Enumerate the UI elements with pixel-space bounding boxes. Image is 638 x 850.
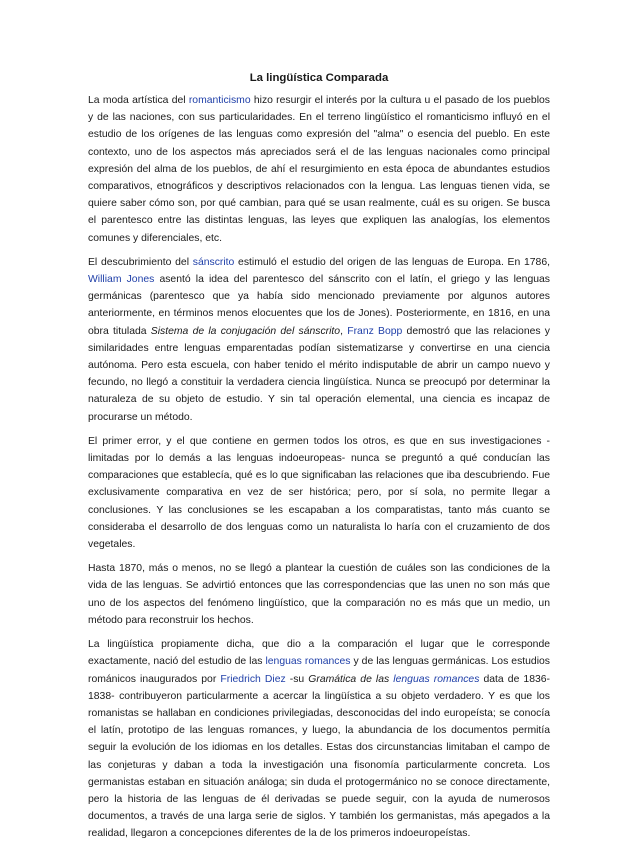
paragraph-5 [88,636,550,842]
text-run: La lingüística propiamente dicha, que dio a la comparación el lugar que le corresponde exactamente, nació del estudio de las [88,639,550,668]
link-lenguas-romances[interactable]: lenguas romances [265,656,351,668]
text-run: asentó la idea del parentesco del sánscrito con el latín, el griego y las lenguas germánicas (parentesco que ya había sido mencionado previamente por algunos autores anteriormente, en términos menos elocuentes que los de Jones). Posteriormente, en 1816, en una obra titulada [88,274,550,337]
link-romanticismo[interactable]: romanticismo [188,95,251,106]
text-run: , [340,325,348,337]
text-run: estimuló el estudio del origen de las lenguas de Europa. En 1786, [234,256,550,268]
link-franz-bopp[interactable]: Franz Bopp [347,325,403,337]
paragraph-3: El primer error, y el que contiene en germen todos los otros, es que en sus investigaciones -limitadas por lo demás a las lenguas indoeuropeas- nunca se preguntó a qué conducían las comparaciones que establecía, qué es lo que significaban las relaciones que iba descubriendo. Fue exclusivamente comparativa en vez de ser histórica; pero, por sí sola, no permite llegar a conclusiones. Y las conclusiones se les escapaban a los comparatistas, tanto más cuanto se consideraba el desarrollo de dos lenguas como un naturalista lo haría con el cruzamiento de dos vegetales. [88,435,550,551]
text-run: hizo resurgir el interés por la cultura u el pasado de los pueblos y de las naciones, con sus particularidades. En el terreno lingüístico el romanticismo influyó en el estudio de los orígenes de las lenguas como expresión del "alma" o esencia del pueblo. En este contexto, uno de los aspectos más apreciados será el de las lenguas nacionales como principal expresión del alma de los pueblos, de ahí el resurgimiento en esta época de abundantes estudios comparativos, etnográficos y descriptivos relacionados con la lengua. Las lenguas tienen vida, se quiere saber cómo son, por qué cambian, para qué se usan realmente, cuál es su origen. Se busca el parentesco entre las distintas lenguas, las leyes que expliquen las analogías, los elementos comunes y diferenciales, etc. [88,95,550,244]
link-sanscrito[interactable]: sánscrito [192,256,235,268]
text-run: -su [285,673,309,685]
document-page [88,70,550,850]
italic-book-title: Sistema de la conjugación del sánscrito [150,325,341,337]
text-run: data de 1836-1838- contribuyeron particularmente a acercar la lingüística a su objeto verdadero. Y es que los romanistas se hallaban en condiciones privilegiadas, desconocidas del indo europeísta; se conocía el latín, prototipo de las lenguas romances, y luego, la abundancia de los documentos permitía seguir la evolución de los idiomas en los detalles. Estas dos circunstancias limitaban el campo de las conjeturas y daban a toda la investigación una fisonomía particularmente concreta. Los germanistas estaban en situación análoga; sin duda el protogermánico no se conoce directamente, pero la historia de las lenguas de él derivadas se puede seguir, con la ayuda de numerosos documentos, a través de una larga serie de siglos. Y también los germanistas, más apegados a la realidad, llegaron a concepciones diferentes de la de los primeros indoeuropeístas. [88,673,550,840]
link-william-jones[interactable]: William Jones [88,274,155,286]
text-run: El descubrimiento del [88,256,193,268]
text-run: demostró que las relaciones y similaridades entre lenguas emparentadas podían sistematizarse y convertirse en una ciencia autónoma. Pero esta escuela, con haber tenido el mérito indisputable de abrir un campo nuevo y fecundo, no llegó a constituir la verdadera ciencia lingüística. Nunca se preocupó por determinar la naturaleza de su objeto de estudio. Y sin tal operación elemental, una ciencia es incapaz de procurarse un método. [88,325,551,423]
link-friedrich-diez[interactable]: Friedrich Diez [220,673,286,685]
italic-book-title: Gramática de las [308,673,394,685]
text-run: y de las lenguas germánicas. Los estudios románicos inaugurados por [88,656,550,685]
text-run: La moda artística del [88,95,189,106]
link-lenguas-romances-italic[interactable]: lenguas romances [393,673,480,685]
paragraph-4: Hasta 1870, más o menos, no se llegó a plantear la cuestión de cuáles son las condiciones de la vida de las lenguas. Se advirtió entonces que las correspondencias que las unen no son más que uno de los aspectos del fenómeno lingüístico, que la comparación no es más que un medio, un método para reconstruir los hechos. [88,563,550,626]
paragraph-1 [88,92,550,247]
page-title: La lingüística Comparada [249,72,389,84]
paragraph-2 [88,254,550,426]
